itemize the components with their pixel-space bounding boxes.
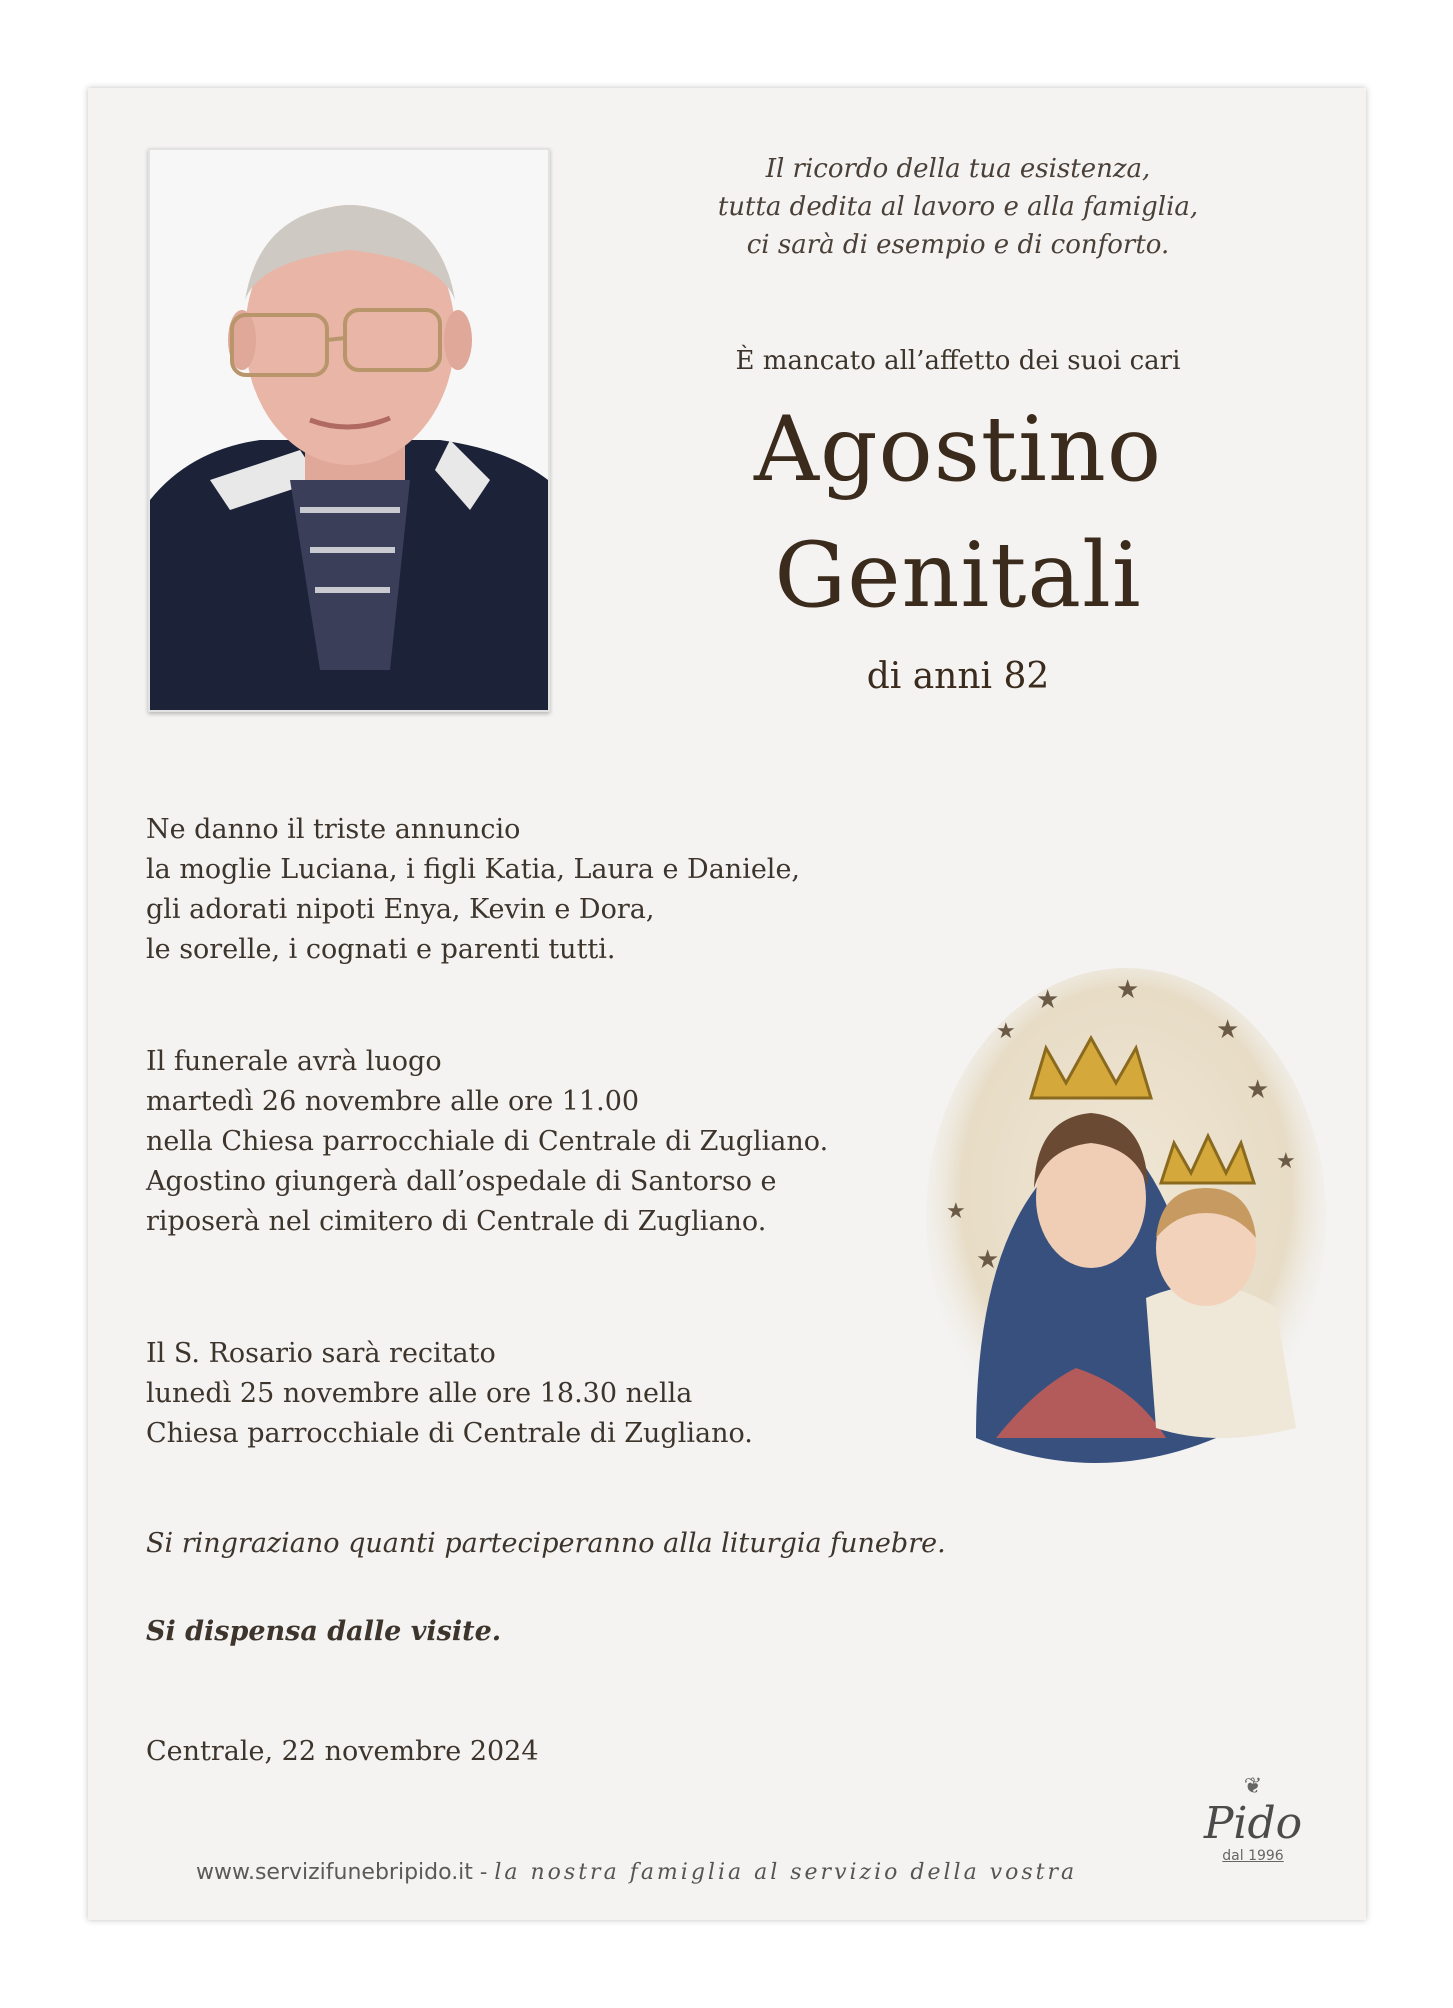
announcement-line: gli adorati nipoti Enya, Kevin e Dora, (146, 894, 655, 925)
rosary-line: Chiesa parrocchiale di Centrale di Zugliano. (146, 1418, 753, 1449)
last-name: Genitali (774, 523, 1142, 628)
svg-text:★: ★ (1216, 1015, 1240, 1045)
svg-text:★: ★ (996, 1019, 1016, 1044)
announcement-line: Ne danno il triste annuncio (146, 814, 521, 845)
company-logo (1178, 1774, 1328, 1884)
svg-text:★: ★ (976, 1245, 1000, 1275)
place-date-text: Centrale, 22 novembre 2024 (146, 1736, 539, 1767)
svg-text:★: ★ (1116, 975, 1140, 1005)
footer (196, 1860, 1096, 1885)
rosary-block (146, 1334, 753, 1454)
footer-separator: - (472, 1860, 495, 1885)
memorial-verse (628, 150, 1288, 264)
no-visits-text: Si dispensa dalle visite. (146, 1616, 502, 1647)
announcement-line: le sorelle, i cognati e parenti tutti. (146, 934, 616, 965)
intro-text: È mancato all’affetto dei suoi cari (735, 346, 1181, 376)
age-text: di anni 82 (866, 656, 1050, 697)
svg-text:★: ★ (1276, 1149, 1296, 1174)
rosary-line: lunedì 25 novembre alle ore 18.30 nella (146, 1378, 693, 1409)
svg-text:★: ★ (946, 1199, 966, 1224)
obituary-sheet (88, 88, 1366, 1920)
announcement-line: la moglie Luciana, i figli Katia, Laura e Daniele, (146, 854, 800, 885)
rosary-line: Il S. Rosario sarà recitato (146, 1338, 496, 1369)
funeral-line: riposerà nel cimitero di Centrale di Zugliano. (146, 1206, 767, 1237)
portrait-illustration (150, 150, 548, 710)
verse-line: tutta dedita al lavoro e alla famiglia, (717, 192, 1199, 222)
funeral-block (146, 1042, 828, 1242)
funeral-line: Agostino giungerà dall’ospedale di Santorso e (146, 1166, 777, 1197)
madonna-image (916, 968, 1336, 1488)
svg-text:★: ★ (1246, 1075, 1270, 1105)
svg-text:★: ★ (1036, 985, 1060, 1015)
portrait-photo (148, 148, 550, 712)
website-link[interactable]: www.servizifunebripido.it (196, 1860, 473, 1885)
funeral-line: martedì 26 novembre alle ore 11.00 (146, 1086, 640, 1117)
thanks-text: Si ringraziano quanti parteciperanno alla liturgia funebre. (146, 1528, 946, 1559)
laurel-icon: ❦ (1243, 1774, 1263, 1799)
funeral-line: Il funerale avrà luogo (146, 1046, 442, 1077)
footer-motto: la nostra famiglia al servizio della vostra (494, 1860, 1078, 1885)
logo-since: dal 1996 (1222, 1848, 1284, 1864)
madonna-illustration (916, 968, 1336, 1488)
verse-line: ci sarà di esempio e di conforto. (746, 230, 1170, 260)
announcement-block (146, 810, 800, 970)
funeral-line: nella Chiesa parrocchiale di Centrale di Zugliano. (146, 1126, 829, 1157)
logo-brand: Pido (1203, 1798, 1303, 1849)
first-name: Agostino (753, 397, 1163, 502)
verse-line: Il ricordo della tua esistenza, (765, 154, 1151, 184)
